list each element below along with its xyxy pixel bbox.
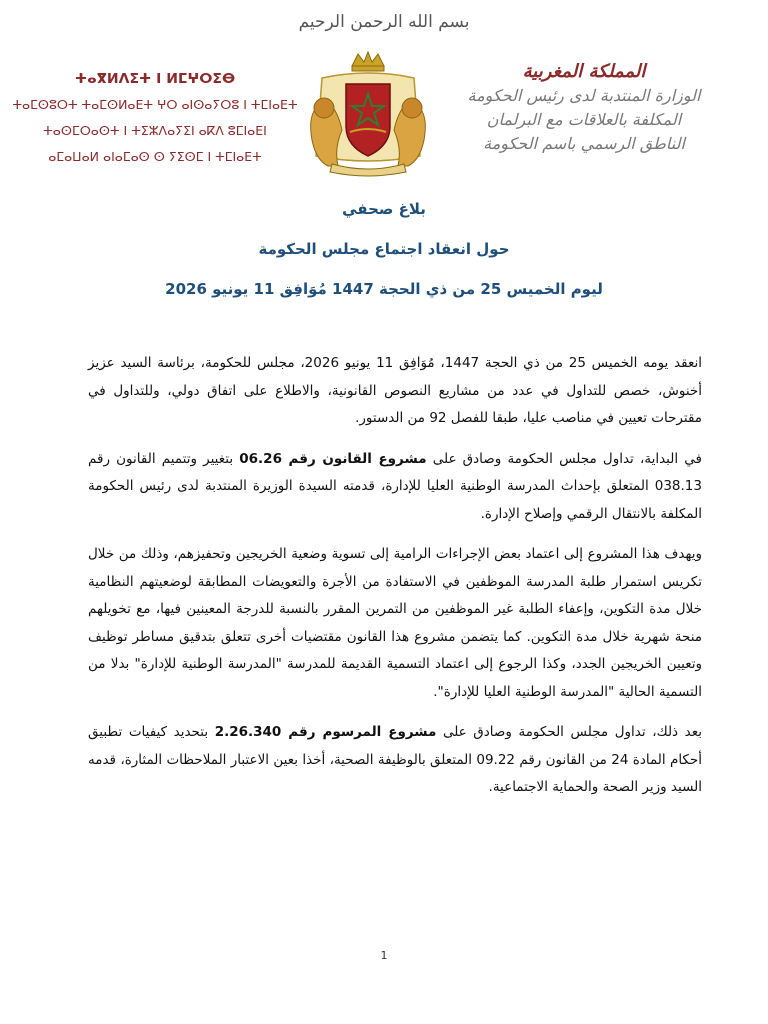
document-date-line: ليوم الخميس 25 من ذي الحجة 1447 مُوَافِق 11 يونيو 2026 <box>165 280 603 298</box>
paragraph-2-intro: في البداية، تداول مجلس الحكومة وصادق على <box>426 450 702 467</box>
document-body <box>88 350 702 815</box>
paragraph-4 <box>88 719 702 802</box>
document-subtitle: حول انعقاد اجتماع مجلس الحكومة <box>258 240 510 258</box>
paragraph-4-intro: بعد ذلك، تداول مجلس الحكومة وصادق على <box>436 724 703 740</box>
page-number: 1 <box>380 949 388 962</box>
paragraph-4-decree-number: مشروع المرسوم رقم 2.26.340 <box>214 724 437 740</box>
ministry-header-block <box>424 60 744 156</box>
paragraph-2 <box>88 446 702 529</box>
paragraph-3: ويهدف هذا المشروع إلى اعتماد بعض الإجراءات الرامية إلى تسوية وضعية الخريجين وتحفيزهم، وذلك من خلال تكريس استمرار طلبة المدرسة الموظفين في الاستفادة من الأجرة والتعويضات المطابقة لوضعيتهم النظامية خلال مدة التكوين، وإعفاء الطلبة غير الموظفين من التمرين المقرر بالنسبة للدرجة المعينين فيها، مع تخويلهم منحة شهرية خلال مدة التكوين. كما يتضمن مشروع هذا القانون مقتضيات أخرى تتعلق بتدقيق مساطر توظيف وتعيين الخريجين الجدد، وكذا الرجوع إلى اعتماد التسمية القديمة للمدرسة "المدرسة الوطنية للإدارة" بدلا من التسمية الحالية "المدرسة الوطنية العليا للإدارة". <box>88 546 702 700</box>
tifinagh-line-4: ⴰⵎⴰⵡⴰⵍ ⴰⵏⴰⵎⴰⵙ ⵙ ⵢⵉⵙⵎ ⵏ ⵜⵎⵏⴰⴹⵜ <box>48 149 262 164</box>
paragraph-2-bill-number: مشروع القانون رقم 06.26 <box>239 450 427 467</box>
kingdom-name: المملكة المغربية <box>522 61 646 82</box>
tifinagh-header-block <box>10 66 300 170</box>
document-title: بلاغ صحفي <box>342 200 426 218</box>
ministry-line-4: الناطق الرسمي باسم الحكومة <box>483 134 685 153</box>
paragraph-4-rest: بتحديد كيفيات تطبيق أحكام المادة 24 من القانون رقم 09.22 المتعلق بالوظيفة الصحية، أخذا بعين الاعتبار الملاحظات المثارة، قدمه السيد وزير الصحة والحماية الاجتماعية. <box>88 724 702 795</box>
tifinagh-line-2: ⵜⴰⵎⵙⵓⵔⵜ ⵜⴰⵎⵙⵍⴰⴹⵜ ⵖⵔ ⴰⵏⵙⴰⵢⵔⵓ ⵏ ⵜⵎⵏⴰⴹⵜ <box>12 97 298 112</box>
coat-of-arms-emblem <box>302 48 434 178</box>
ministry-line-3: المكلفة بالعلاقات مع البرلمان <box>486 110 682 129</box>
document-titles <box>0 200 768 298</box>
basmala-calligraphy: بسم الله الرحمن الرحيم <box>298 12 470 32</box>
tifinagh-line-3: ⵜⴰⵙⵎⵔⴰⵙⵜ ⵏ ⵜⵉⵣⴷⴰⵢⵉⵏ ⴰⴽⴷ ⵓⵎⵏⴰⴹⵏ <box>43 123 267 138</box>
ministry-line-2: الوزارة المنتدبة لدى رئيس الحكومة <box>467 86 701 105</box>
paragraph-2-rest: بتغيير وتتميم القانون رقم 038.13 المتعلق بإحداث المدرسة الوطنية العليا للإدارة، قدمته السيدة الوزيرة المنتدبة لدى رئيس الحكومة المكلفة بالانتقال الرقمي وإصلاح الإدارة. <box>88 450 702 522</box>
paragraph-1: انعقد يومه الخميس 25 من ذي الحجة 1447، مُوَافِق 11 يونيو 2026، مجلس للحكومة، برئاسة السيد عزيز أخنوش، خصص للتداول في عدد من مشاريع النصوص القانونية، والاطلاع على اتفاق دولي، وللتداول في مقترحات تعيين في مناصب عليا، طبقا للفصل 92 من الدستور. <box>88 355 702 426</box>
tifinagh-line-1: ⵜⴰⴳⵍⴷⵉⵜ ⵏ ⵍⵎⵖⵔⵉⴱ <box>74 71 236 87</box>
